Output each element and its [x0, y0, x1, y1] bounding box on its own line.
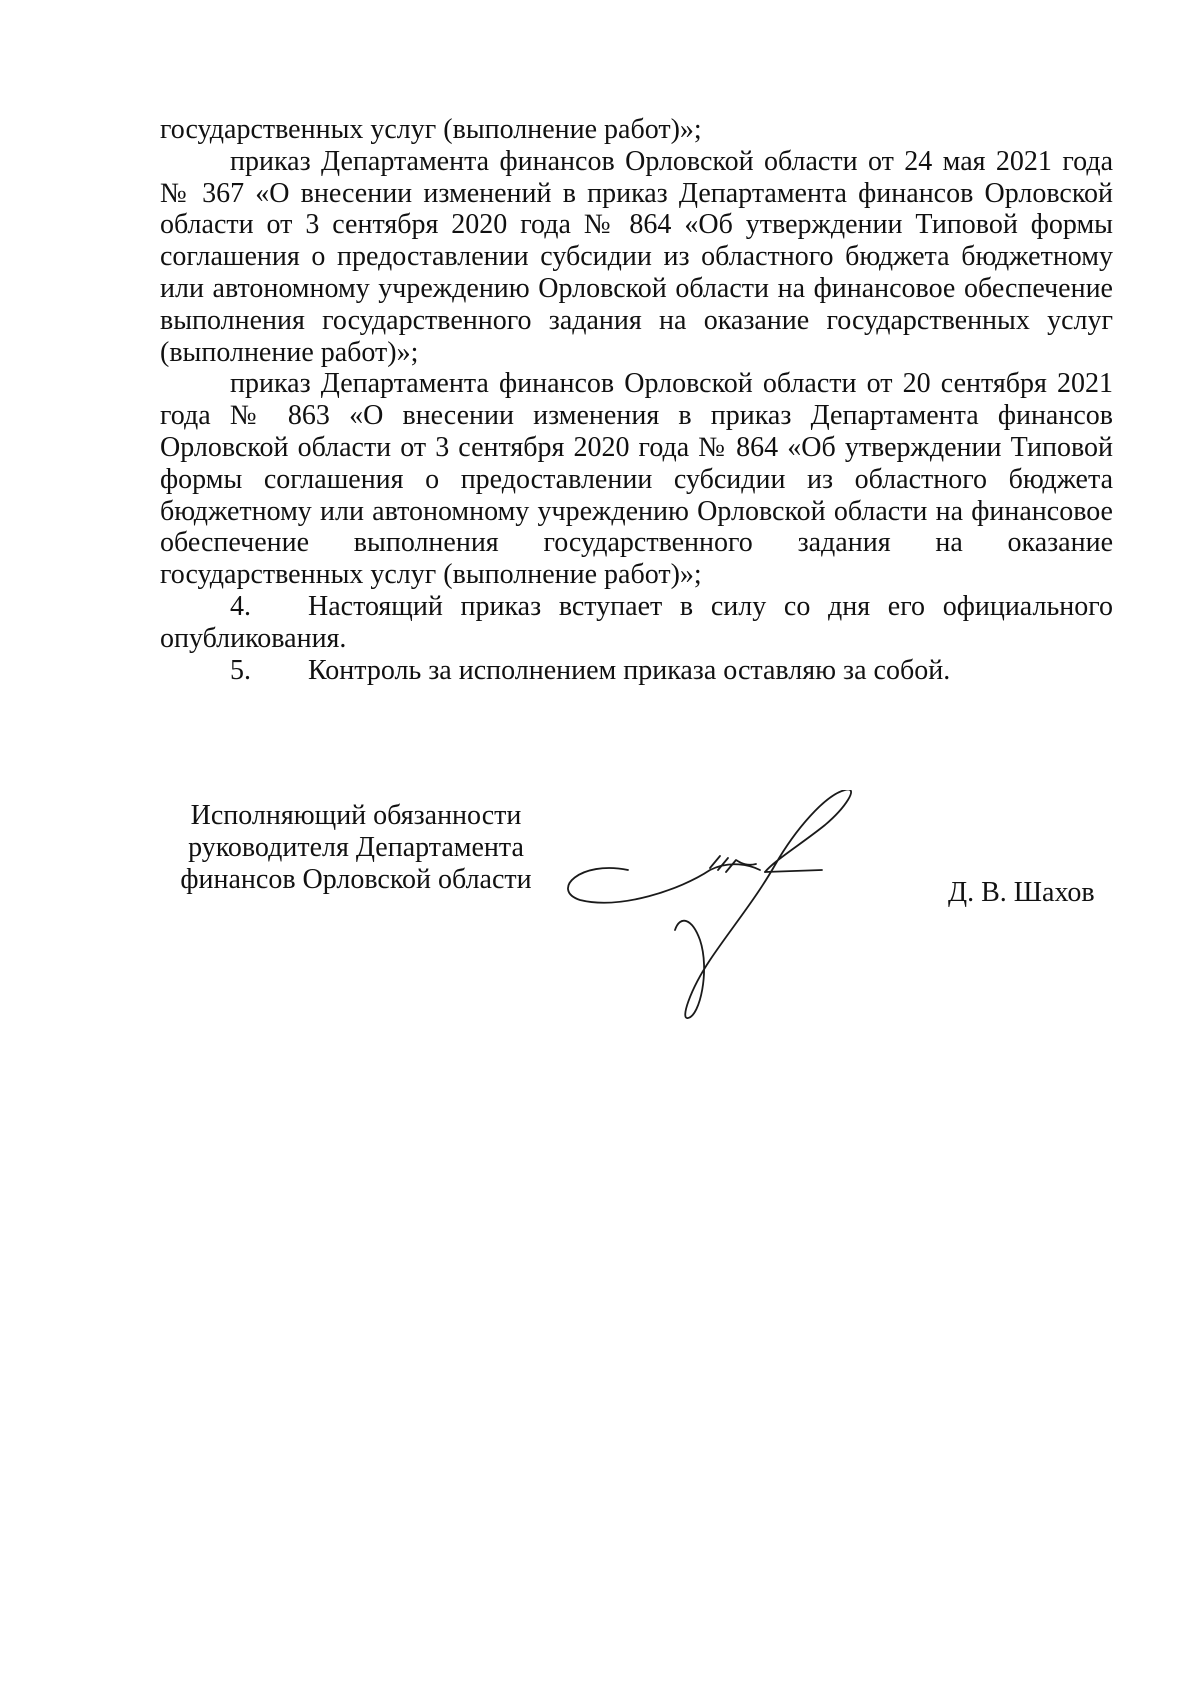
list-item-text: Настоящий приказ вступает в силу со дня его официального опубликования. [160, 590, 1113, 654]
position-line: руководителя Департамента [188, 831, 524, 863]
document-body [160, 114, 1113, 686]
list-item-number: 4. [230, 590, 251, 622]
list-item-text: Контроль за исполнением приказа оставляю за собой. [308, 654, 951, 686]
position-line: финансов Орловской области [180, 863, 532, 895]
signatory-position [156, 800, 556, 895]
list-item-4 [160, 591, 1113, 655]
list-item-5 [160, 655, 1113, 687]
paragraph-order-863: приказ Департамента финансов Орловской области от 20 сентября 2021 года № 863 «О внесении изменения в приказ Департамента финансов Орловской области от 3 сентября 2020 года № 864 «Об утверждении Типовой формы соглашения о предоставлении субсидии из областного бюджета бюджетному или автономному учреждению Орловской области на финансовое обеспечение выполнения государственного задания на оказание государственных услуг (выполнение работ)»; [160, 368, 1113, 591]
paragraph-order-367: приказ Департамента финансов Орловской области от 24 мая 2021 года № 367 «О внесении изменений в приказ Департамента финансов Орловской области от 3 сентября 2020 года № 864 «Об утверждении Типовой формы соглашения о предоставлении субсидии из областного бюджета бюджетному или автономному учреждению Орловской области на финансовое обеспечение выполнения государственного задания на оказание государственных услуг (выполнение работ)»; [160, 145, 1113, 368]
position-line: Исполняющий обязанности [190, 800, 522, 831]
handwritten-signature [560, 790, 920, 1030]
list-item-number: 5. [230, 654, 251, 686]
signatory-name: Д. В. Шахов [948, 877, 1095, 908]
paragraph-continuation: государственных услуг (выполнение работ)»; [160, 114, 702, 145]
